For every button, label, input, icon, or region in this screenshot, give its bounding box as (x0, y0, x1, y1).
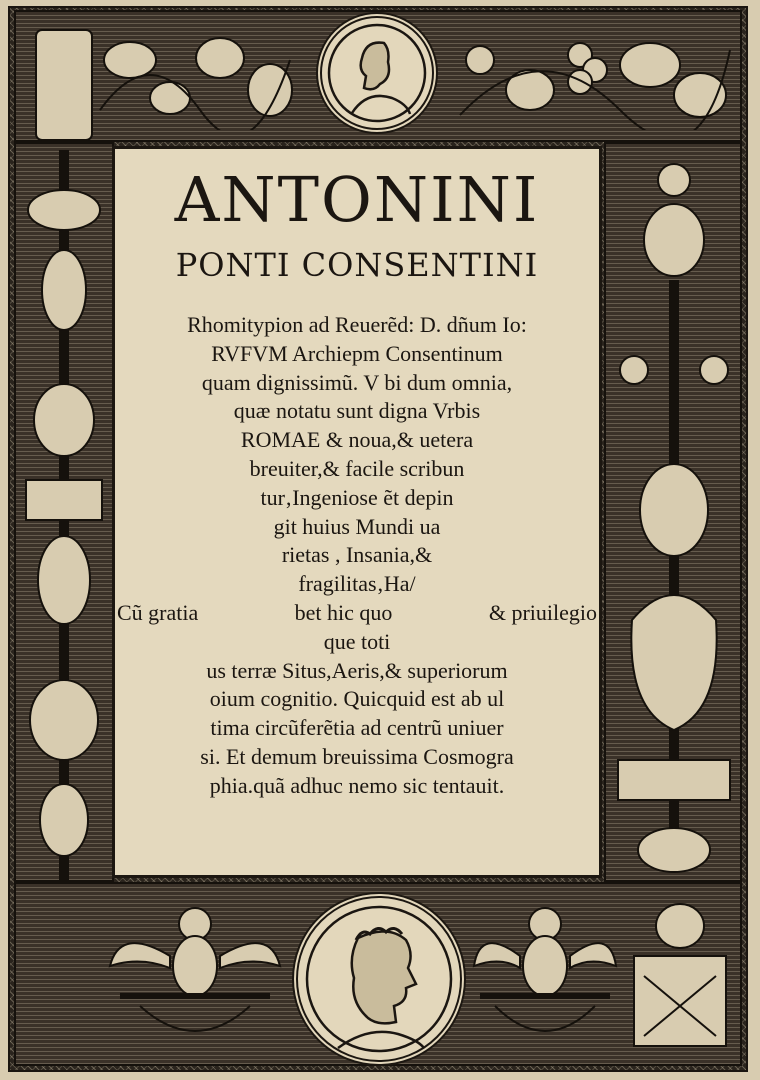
portrait-medallion-icon (316, 12, 438, 134)
text-line: us terræ Situs,Aeris,& superiorum (206, 657, 508, 683)
privilege-middle: bet hic quo (294, 599, 393, 625)
text-line: oium cognitio. Quicquid est ab ul (209, 686, 505, 712)
text-line: quam dignissimũ. V bi dum omnia, (201, 369, 513, 395)
text-line: si. Et demum breuissima Cosmogra (200, 743, 514, 769)
title-text-field (112, 146, 602, 878)
putto-ornament-icon (470, 896, 620, 1056)
text-line: git huius Mundi ua (273, 513, 441, 539)
putto-ornament-icon (100, 896, 290, 1056)
text-line: quæ notatu sunt digna Vrbis (233, 398, 481, 424)
text-line: tur‚Ingeniose ẽt depin (260, 484, 454, 510)
text-line: tima circũferẽtia ad centrũ uniuer (210, 715, 504, 741)
privilege-right: & priuilegio (488, 599, 597, 625)
text-line: que toti (323, 628, 391, 654)
laureate-portrait-medallion-icon (292, 892, 466, 1066)
urn-ornament-icon (624, 896, 736, 1056)
text-line: breuiter,& facile scribun (249, 455, 465, 481)
title-description (115, 311, 599, 801)
text-line: fragilitas‚Ha/ (298, 571, 416, 597)
text-line: ROMAE & noua,& uetera (240, 427, 474, 453)
page-subtitle: PONTI CONSENTINI (175, 246, 539, 284)
text-line: phia.quã adhuc nemo sic tentauit. (209, 772, 505, 798)
text-line: Rhomitypion ad Reuerẽd: D. dñum Io: (187, 312, 527, 337)
text-line: rietas , Insania,& (281, 542, 433, 568)
page-title: ANTONINI (174, 163, 540, 236)
text-line: RVFVM Archiepm Consentinum (211, 340, 503, 366)
vase-column-icon (612, 150, 736, 880)
privilege-line (115, 599, 599, 628)
grape-vine-ornament-icon (450, 20, 735, 130)
privilege-left: Cũ gratia (117, 599, 199, 625)
